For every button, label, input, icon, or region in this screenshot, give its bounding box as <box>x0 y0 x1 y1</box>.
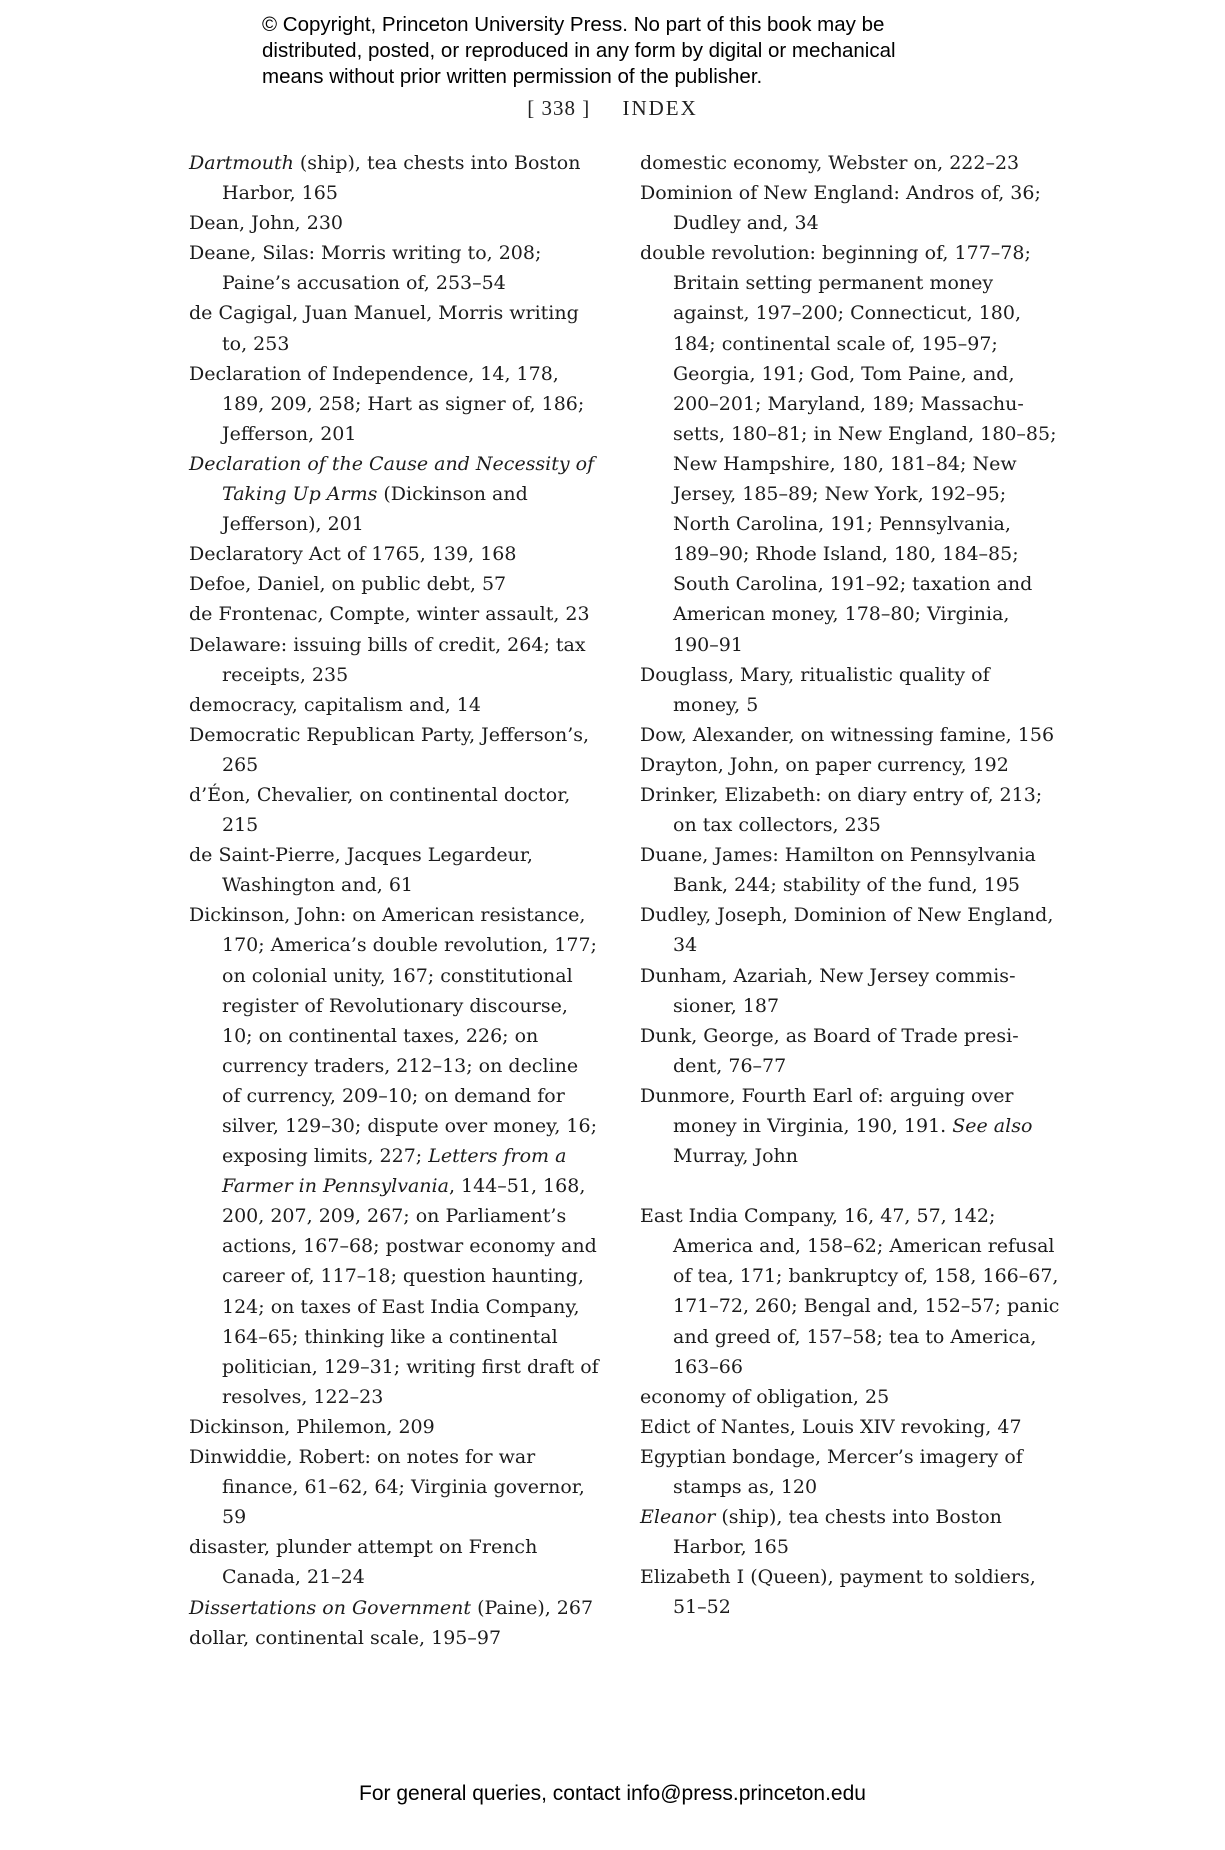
index-column-left <box>189 148 599 1653</box>
entry-text: Dunham, Azariah, New Jersey commissioner, 187 <box>640 964 1016 1017</box>
index-entry <box>640 1201 1060 1382</box>
index-entry <box>640 238 1060 659</box>
index-entry <box>640 840 1060 900</box>
entry-text: , 144–51, 168, 200, 207, 209, 267; on Parliament’s actions, 167–68; postwar economy and career of, 117–18; question haunting, 124; on taxes of East India Company, 164–65; thinking like a continental politician, 129–31; writing first draft of resolves, 122–23 <box>222 1175 599 1408</box>
index-entry <box>640 1502 1060 1562</box>
entry-text: Dow, Alexander, on witnessing famine, 156 <box>640 723 1055 746</box>
entry-text: economy of obligation, 25 <box>640 1385 890 1408</box>
index-entry <box>189 1623 599 1653</box>
entry-text: (ship), tea chests into Boston Harbor, 165 <box>673 1506 1002 1559</box>
index-entry <box>189 359 599 449</box>
entry-text: Dickinson, Philemon, 209 <box>189 1415 435 1438</box>
entry-title-italic: Letters from a Farmer in Pennsylvania <box>222 1145 567 1198</box>
index-entry <box>640 900 1060 960</box>
section-title: INDEX <box>622 96 698 120</box>
index-entry <box>640 1081 1060 1171</box>
index-entry <box>640 1442 1060 1502</box>
entry-title-italic: Dissertations on Government <box>189 1596 472 1619</box>
entry-text: Drayton, John, on paper currency, 192 <box>640 753 1009 776</box>
entry-text: Declaratory Act of 1765, 139, 168 <box>189 543 517 566</box>
entry-text: dollar, continental scale, 195–97 <box>189 1626 502 1649</box>
index-entry <box>189 599 599 629</box>
index-group-e <box>640 1201 1060 1622</box>
running-head <box>0 96 1225 121</box>
copyright-line: © Copyright, Princeton University Press. No part of this book may be <box>262 13 885 36</box>
entry-text: de Cagigal, Juan Manuel, Morris writing to, 253 <box>189 302 579 355</box>
index-entry <box>189 449 599 539</box>
entry-title-italic: See also <box>952 1115 1033 1137</box>
index-entry <box>189 1593 599 1623</box>
copyright-notice <box>262 12 1022 90</box>
index-entry <box>189 690 599 720</box>
index-entry <box>189 720 599 780</box>
page-number: [ 338 ] <box>527 96 591 120</box>
entry-text: Dinwiddie, Robert: on notes for war finance, 61–62, 64; Virginia governor, 59 <box>189 1446 585 1529</box>
entry-text: Murray, John <box>673 1145 799 1168</box>
index-entry <box>189 1532 599 1592</box>
index-entry <box>640 720 1060 750</box>
entry-text: Elizabeth I (Queen), payment to soldiers, 51–52 <box>640 1566 1036 1619</box>
entry-text: democracy, capitalism and, 14 <box>189 693 481 716</box>
index-group-d <box>640 148 1060 1171</box>
index-entry <box>189 298 599 358</box>
index-entry <box>189 569 599 599</box>
entry-text: domestic economy, Webster on, 222–23 <box>640 152 1020 174</box>
entry-text: Drinker, Elizabeth: on diary entry of, 213; on tax collectors, 235 <box>640 783 1043 837</box>
footer-contact: For general queries, contact info@press.princeton.edu <box>359 1782 866 1805</box>
entry-text: Edict of Nantes, Louis XIV revoking, 47 <box>640 1415 1022 1438</box>
index-entry <box>640 660 1060 720</box>
index-entry <box>189 780 599 840</box>
entry-text: Duane, James: Hamilton on Pennsylvania Bank, 244; stability of the fund, 195 <box>640 844 1036 897</box>
entry-text: Declaration of Independence, 14, 178, 189, 209, 258; Hart as signer of, 186; Jefferson, 201 <box>189 362 585 445</box>
entry-title-italic: Eleanor <box>640 1506 716 1529</box>
entry-text: (ship), tea chests into Boston Harbor, 165 <box>222 152 581 205</box>
index-entry <box>640 1382 1060 1412</box>
index-entry <box>189 630 599 690</box>
copyright-line: means without prior written permission of the publisher. <box>262 65 763 88</box>
entry-text: de Saint-Pierre, Jacques Legardeur, Washington and, 61 <box>189 844 533 897</box>
index-entry <box>640 1412 1060 1442</box>
entry-text: double revolution: beginning of, 177–78; Britain setting permanent money against, 197–200; Connecticut, 180, 184; continental scale of, 195–97; Georgia, 191; God, Tom Paine, and, 200–201; Maryland, 189; Massachusetts, 180–81; in New England, 180–85; New Hampshire, 180, 181–84; New Jersey, 185–89; New York, 192–95; North Carolina, 191; Pennsylvania, 189–90; Rhode Island, 180, 184–85; South Carolina, 191–92; taxation and American money, 178–80; Virginia, 190–91 <box>640 242 1057 656</box>
entry-text: East India Company, 16, 47, 57, 142; America and, 158–62; American refusal of tea, 171; bankruptcy of, 158, 166–67, 171–72, 260; Bengal and, 152–57; panic and greed of, 157–58; tea to America, 163–66 <box>640 1205 1060 1378</box>
entry-text: Delaware: issuing bills of credit, 264; tax receipts, 235 <box>189 633 586 686</box>
entry-text: Dunk, George, as Board of Trade president, 76–77 <box>640 1024 1019 1077</box>
entry-text: (Dickinson and Jefferson), 201 <box>222 483 528 536</box>
index-entry <box>640 178 1060 238</box>
entry-text: de Frontenac, Compte, winter assault, 23 <box>189 603 590 626</box>
entry-text: Egyptian bondage, Mercer’s imagery of stamps as, 120 <box>640 1445 1023 1499</box>
entry-text: Deane, Silas: Morris writing to, 208; Paine’s accusation of, 253–54 <box>189 242 542 295</box>
entry-text: (Paine), 267 <box>471 1596 594 1619</box>
entry-text: Democratic Republican Party, Jefferson’s, 265 <box>189 723 590 776</box>
index-entry <box>189 1442 599 1532</box>
index-entry <box>189 208 599 238</box>
entry-title-italic: Declaration of the Cause and Necessity of Taking Up Arms <box>189 452 595 506</box>
index-entry <box>640 961 1060 1021</box>
entry-title-italic: Dartmouth <box>189 152 294 174</box>
entry-text: d’Éon, Chevalier, on continental doctor, 215 <box>189 783 571 837</box>
entry-text: Dunmore, Fourth Earl of: arguing over money in Virginia, 190, 191. <box>640 1084 1014 1137</box>
index-entry <box>640 780 1060 840</box>
letter-gap <box>640 1171 1060 1201</box>
index-column-right <box>640 148 1060 1623</box>
entry-text: Dudley, Joseph, Dominion of New England, 34 <box>640 904 1054 957</box>
entry-text: Dominion of New England: Andros of, 36; Dudley and, 34 <box>640 182 1041 235</box>
index-entry <box>189 900 599 1412</box>
index-entry <box>189 148 599 208</box>
index-entry <box>640 148 1060 178</box>
index-entry <box>189 1412 599 1442</box>
index-entry <box>189 238 599 298</box>
copyright-line: distributed, posted, or reproduced in any form by digital or mechanical <box>262 39 896 62</box>
entry-text: disaster, plunder attempt on French Canada, 21–24 <box>189 1536 538 1589</box>
index-entry <box>640 750 1060 780</box>
index-entry <box>189 539 599 569</box>
index-entry <box>640 1021 1060 1081</box>
entry-text: Dean, John, 230 <box>189 212 343 235</box>
entry-text: Defoe, Daniel, on public debt, 57 <box>189 573 507 596</box>
index-entry <box>640 1562 1060 1622</box>
entry-text: Douglass, Mary, ritualistic quality of money, 5 <box>640 663 990 716</box>
entry-text: Dickinson, John: on American resistance, 170; America’s double revolution, 177; on colonial unity, 167; constitutional register of Revolutionary discourse, 10; on continental taxes, 226; on currency traders, 212–13; on decline of currency, 209–10; on demand for silver, 129–30; dispute over money, 16; exposing limits, 227; <box>189 904 597 1168</box>
index-entry <box>189 840 599 900</box>
